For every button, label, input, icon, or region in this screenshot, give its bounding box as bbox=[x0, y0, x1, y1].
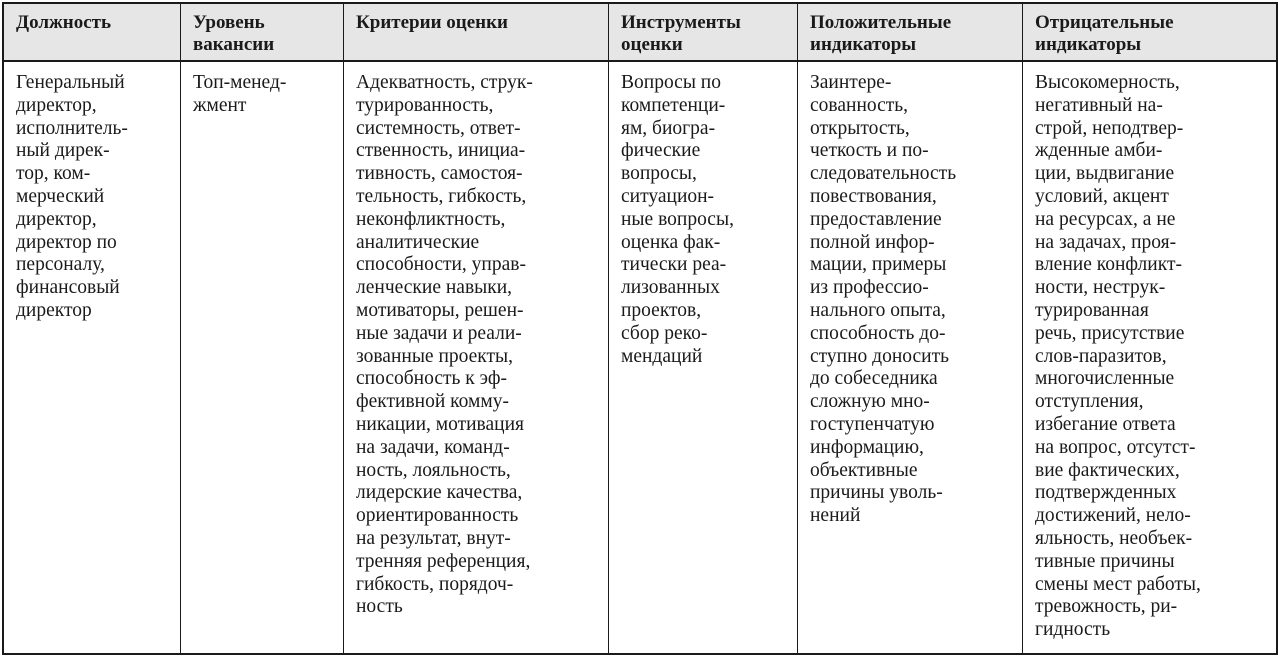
cell-text-line: смены мест работы, bbox=[1035, 573, 1201, 595]
cell-text-line: следовательность bbox=[810, 163, 957, 185]
cell-text-line: на вопрос, отсутст- bbox=[1035, 436, 1196, 458]
cell-text-line: Топ-менед- bbox=[193, 72, 287, 93]
cell-text-line: тревожность, ри- bbox=[1035, 596, 1178, 618]
cell-text-line: Генеральный bbox=[16, 72, 125, 93]
cell-text-line: подтвержденных bbox=[1035, 482, 1177, 504]
header-cell-evaluation-criteria bbox=[344, 3, 609, 61]
cell-text-line: нений bbox=[810, 505, 861, 527]
cell-text-line: полной инфор- bbox=[810, 231, 935, 253]
cell-text-line: способность до- bbox=[810, 322, 946, 344]
cell-text-line: мерческий bbox=[16, 185, 105, 207]
cell-text-line: турированная bbox=[1035, 299, 1149, 321]
cell-text-line: тивные причины bbox=[1035, 550, 1175, 572]
cell-text-line: тренняя референция, bbox=[356, 550, 531, 572]
cell-text-line: информацию, bbox=[810, 436, 924, 458]
cell-text-line: на задачи, команд- bbox=[356, 436, 510, 458]
cell-text-line: тивность, самостоя- bbox=[356, 163, 523, 185]
cell-text-line: мотиваторы, решен- bbox=[356, 299, 524, 321]
cell-text-line: отступления, bbox=[1035, 391, 1144, 413]
cell-text-line: негативный на- bbox=[1035, 94, 1163, 116]
cell-text-line: мации, примеры bbox=[810, 254, 947, 276]
cell-text-line: четкость и по- bbox=[810, 140, 929, 162]
cell-text-line: вление конфликт- bbox=[1035, 254, 1182, 276]
cell-text-line: многочисленные bbox=[1035, 368, 1175, 390]
header-text-line: Положительные bbox=[810, 12, 952, 33]
header-cell-position bbox=[3, 3, 181, 61]
cell-text-line: сованность, bbox=[810, 94, 909, 116]
cell-text-line: ции, выдвигание bbox=[1035, 163, 1175, 185]
cell-text-line: речь, присутствие bbox=[1035, 322, 1185, 344]
cell-text-line: предоставление bbox=[810, 208, 942, 230]
cell-text-line: проектов, bbox=[621, 299, 702, 321]
cell-positive-indicators bbox=[798, 61, 1023, 654]
cell-text-line: нального опыта, bbox=[810, 299, 946, 321]
cell-text-line: ступно доносить bbox=[810, 345, 950, 367]
cell-text-line: директор по bbox=[16, 231, 117, 253]
cell-text-line: фективной комму- bbox=[356, 391, 509, 413]
cell-text-line: директор, bbox=[16, 208, 97, 230]
cell-text-line: ные вопросы, bbox=[621, 208, 734, 230]
header-text-line: Отрицательные bbox=[1035, 12, 1174, 33]
cell-text-line: на результат, внут- bbox=[356, 527, 511, 549]
cell-text-line: мендаций bbox=[621, 345, 703, 367]
cell-text-line: системность, ответ- bbox=[356, 117, 521, 139]
table-row bbox=[3, 61, 1277, 654]
cell-text-line: зованные проекты, bbox=[356, 345, 513, 367]
table-body bbox=[3, 61, 1277, 654]
cell-text-line: ность, лояльность, bbox=[356, 459, 511, 481]
cell-text-line: тор, ком- bbox=[16, 163, 91, 185]
cell-text-line: жмент bbox=[193, 94, 247, 116]
header-text-line: Инструменты bbox=[621, 12, 741, 33]
cell-evaluation-tools bbox=[609, 61, 798, 654]
cell-text-line: турированность, bbox=[356, 94, 494, 116]
header-text-line: Должность bbox=[16, 12, 112, 33]
cell-negative-indicators bbox=[1023, 61, 1278, 654]
cell-text-line: финансовый bbox=[16, 277, 120, 299]
cell-text-line: ям, биогра- bbox=[621, 117, 716, 139]
cell-evaluation-criteria bbox=[344, 61, 609, 654]
cell-text-line: ориентированность bbox=[356, 505, 519, 527]
header-text-line: Критерии оценки bbox=[356, 12, 508, 33]
cell-text-line: компетенци- bbox=[621, 94, 726, 116]
cell-text-line: повествования, bbox=[810, 185, 937, 207]
cell-text-line: слов-паразитов, bbox=[1035, 345, 1167, 367]
cell-text-line: исполнитель- bbox=[16, 117, 128, 139]
cell-text-line: достижений, нело- bbox=[1035, 505, 1191, 527]
cell-text-line: Адекватность, струк- bbox=[356, 72, 533, 93]
cell-text-line: ленческие навыки, bbox=[356, 277, 513, 299]
cell-text-line: объективные bbox=[810, 459, 918, 481]
cell-text-line: неконфликтность, bbox=[356, 208, 506, 230]
cell-text-line: Заинтере- bbox=[810, 72, 892, 93]
cell-text-line: никации, мотивация bbox=[356, 413, 524, 435]
cell-text-line: до собеседника bbox=[810, 368, 938, 390]
cell-text-line: из профессио- bbox=[810, 277, 929, 299]
cell-text-line: сбор реко- bbox=[621, 322, 708, 344]
cell-text-line: лидерские качества, bbox=[356, 482, 523, 504]
cell-text-line: ный дирек- bbox=[16, 140, 110, 162]
cell-text-line: строй, неподтвер- bbox=[1035, 117, 1184, 139]
cell-text-line: директор, bbox=[16, 94, 97, 116]
header-cell-negative-indicators bbox=[1023, 3, 1278, 61]
cell-text-line: ность bbox=[356, 596, 403, 618]
cell-text-line: гибкость, порядоч- bbox=[356, 573, 514, 595]
cell-text-line: ные задачи и реали- bbox=[356, 322, 522, 344]
cell-text-line: на задачах, проя- bbox=[1035, 231, 1177, 253]
cell-text-line: аналитические bbox=[356, 231, 480, 253]
cell-text-line: персоналу, bbox=[16, 254, 105, 276]
header-text-line: индикаторы bbox=[1035, 34, 1142, 55]
cell-text-line: открытость, bbox=[810, 117, 910, 139]
cell-text-line: лизованных bbox=[621, 277, 720, 299]
header-text-line: индикаторы bbox=[810, 34, 917, 55]
cell-vacancy-level bbox=[181, 61, 344, 654]
header-text-line: оценки bbox=[621, 34, 683, 55]
cell-text-line: способность к эф- bbox=[356, 368, 508, 390]
cell-text-line: гидность bbox=[1035, 619, 1111, 641]
header-text-line: Уровень bbox=[193, 12, 265, 33]
cell-text-line: тельность, гибкость, bbox=[356, 185, 527, 207]
header-row bbox=[3, 3, 1277, 61]
cell-text-line: вопросы, bbox=[621, 163, 697, 185]
cell-text-line: оценка фак- bbox=[621, 231, 721, 253]
cell-text-line: Высокомерность, bbox=[1035, 72, 1180, 93]
header-cell-vacancy-level bbox=[181, 3, 344, 61]
cell-text-line: ности, неструк- bbox=[1035, 277, 1166, 299]
table-header bbox=[3, 3, 1277, 61]
cell-text-line: условий, акцент bbox=[1035, 185, 1169, 207]
cell-text-line: причины уволь- bbox=[810, 482, 943, 504]
cell-text-line: на ресурсах, а не bbox=[1035, 208, 1176, 230]
cell-text-line: избегание ответа bbox=[1035, 413, 1176, 435]
cell-text-line: способности, управ- bbox=[356, 254, 526, 276]
cell-text-line: ситуацион- bbox=[621, 185, 715, 207]
cell-text-line: жденные амби- bbox=[1035, 140, 1163, 162]
cell-text-line: директор bbox=[16, 299, 92, 321]
cell-text-line: яльность, необъек- bbox=[1035, 527, 1193, 549]
cell-position bbox=[3, 61, 181, 654]
cell-text-line: тически реа- bbox=[621, 254, 727, 276]
cell-text-line: фические bbox=[621, 140, 701, 162]
header-text-line: вакансии bbox=[193, 34, 275, 55]
header-cell-positive-indicators bbox=[798, 3, 1023, 61]
cell-text-line: вие фактических, bbox=[1035, 459, 1180, 481]
cell-text-line: сложную мно- bbox=[810, 391, 930, 413]
evaluation-criteria-table bbox=[2, 2, 1278, 655]
cell-text-line: ственность, инициа- bbox=[356, 140, 526, 162]
cell-text-line: гоступенчатую bbox=[810, 413, 935, 435]
header-cell-evaluation-tools bbox=[609, 3, 798, 61]
cell-text-line: Вопросы по bbox=[621, 72, 721, 93]
